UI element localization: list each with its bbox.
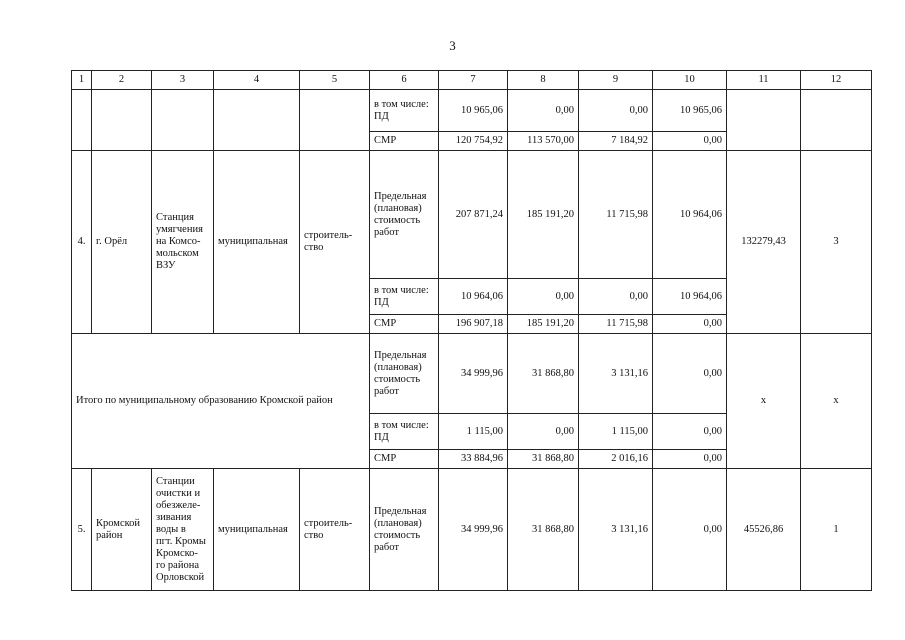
cost-label: в том числе: ПД — [370, 90, 439, 132]
row-number: 5. — [72, 469, 92, 591]
value-cell: 0,00 — [653, 334, 727, 414]
value-cell: 34 999,96 — [439, 469, 508, 591]
empty-cell — [214, 90, 300, 151]
table-row — [72, 90, 872, 132]
empty-cell — [300, 90, 370, 151]
value-cell: 185 191,20 — [508, 315, 579, 334]
value-cell: 0,00 — [653, 450, 727, 469]
table-row — [72, 469, 872, 591]
value-cell: 10 965,06 — [439, 90, 508, 132]
cost-label: Предельная (плановая) стоимость работ — [370, 469, 439, 591]
ownership-cell: муниципальная — [214, 151, 300, 334]
value-cell: 0,00 — [508, 90, 579, 132]
work-type-cell: строитель- ство — [300, 151, 370, 334]
value-cell: 207 871,24 — [439, 151, 508, 279]
header-row — [72, 71, 872, 90]
total-label: Итого по муниципальному образованию Кромской район — [72, 334, 370, 469]
cost-label: в том числе: ПД — [370, 414, 439, 450]
col12-cell: 1 — [801, 469, 872, 591]
value-cell: 3 131,16 — [579, 469, 653, 591]
value-cell: 113 570,00 — [508, 132, 579, 151]
work-type-cell: строитель- ство — [300, 469, 370, 591]
empty-cell — [801, 90, 872, 151]
value-cell: 0,00 — [653, 315, 727, 334]
empty-cell — [72, 90, 92, 151]
empty-cell — [152, 90, 214, 151]
col12-cell: x — [801, 334, 872, 469]
header-cell: 4 — [214, 71, 300, 90]
value-cell: 0,00 — [653, 414, 727, 450]
header-cell: 10 — [653, 71, 727, 90]
cost-label: в том числе: ПД — [370, 279, 439, 315]
header-cell: 5 — [300, 71, 370, 90]
value-cell: 185 191,20 — [508, 151, 579, 279]
table-row — [72, 334, 872, 414]
header-cell: 1 — [72, 71, 92, 90]
cost-label: СМР — [370, 315, 439, 334]
value-cell: 10 965,06 — [653, 90, 727, 132]
value-cell: 34 999,96 — [439, 334, 508, 414]
cost-label: СМР — [370, 450, 439, 469]
header-cell: 3 — [152, 71, 214, 90]
header-cell: 2 — [92, 71, 152, 90]
value-cell: 31 868,80 — [508, 334, 579, 414]
cost-label: Предельная (плановая) стоимость работ — [370, 334, 439, 414]
value-cell: 11 715,98 — [579, 151, 653, 279]
table-row — [72, 151, 872, 279]
value-cell: 11 715,98 — [579, 315, 653, 334]
location-cell: Кромской район — [92, 469, 152, 591]
header-cell: 7 — [439, 71, 508, 90]
col11-cell: x — [727, 334, 801, 469]
value-cell: 0,00 — [653, 469, 727, 591]
cost-label: СМР — [370, 132, 439, 151]
object-cell: Станции очистки и обезжеле- зивания воды в пгт. Кромы Кромско- го района Орловской — [152, 469, 214, 591]
page-number: 3 — [449, 38, 456, 53]
value-cell: 0,00 — [508, 279, 579, 315]
value-cell: 0,00 — [579, 279, 653, 315]
object-cell: Станция умягчения на Комсо- мольском ВЗУ — [152, 151, 214, 334]
header-cell: 6 — [370, 71, 439, 90]
investment-table — [71, 70, 872, 591]
header-cell: 9 — [579, 71, 653, 90]
value-cell: 3 131,16 — [579, 334, 653, 414]
value-cell: 33 884,96 — [439, 450, 508, 469]
location-cell: г. Орёл — [92, 151, 152, 334]
value-cell: 1 115,00 — [579, 414, 653, 450]
value-cell: 0,00 — [508, 414, 579, 450]
cost-label: Предельная (плановая) стоимость работ — [370, 151, 439, 279]
value-cell: 196 907,18 — [439, 315, 508, 334]
row-number: 4. — [72, 151, 92, 334]
empty-cell — [727, 90, 801, 151]
ownership-cell: муниципальная — [214, 469, 300, 591]
header-cell: 8 — [508, 71, 579, 90]
header-cell: 12 — [801, 71, 872, 90]
col12-cell: 3 — [801, 151, 872, 334]
empty-cell — [92, 90, 152, 151]
col11-cell: 132279,43 — [727, 151, 801, 334]
value-cell: 10 964,06 — [653, 279, 727, 315]
value-cell: 10 964,06 — [653, 151, 727, 279]
value-cell: 31 868,80 — [508, 450, 579, 469]
value-cell: 0,00 — [653, 132, 727, 151]
value-cell: 1 115,00 — [439, 414, 508, 450]
value-cell: 10 964,06 — [439, 279, 508, 315]
value-cell: 0,00 — [579, 90, 653, 132]
value-cell: 2 016,16 — [579, 450, 653, 469]
value-cell: 7 184,92 — [579, 132, 653, 151]
col11-cell: 45526,86 — [727, 469, 801, 591]
value-cell: 120 754,92 — [439, 132, 508, 151]
value-cell: 31 868,80 — [508, 469, 579, 591]
header-cell: 11 — [727, 71, 801, 90]
